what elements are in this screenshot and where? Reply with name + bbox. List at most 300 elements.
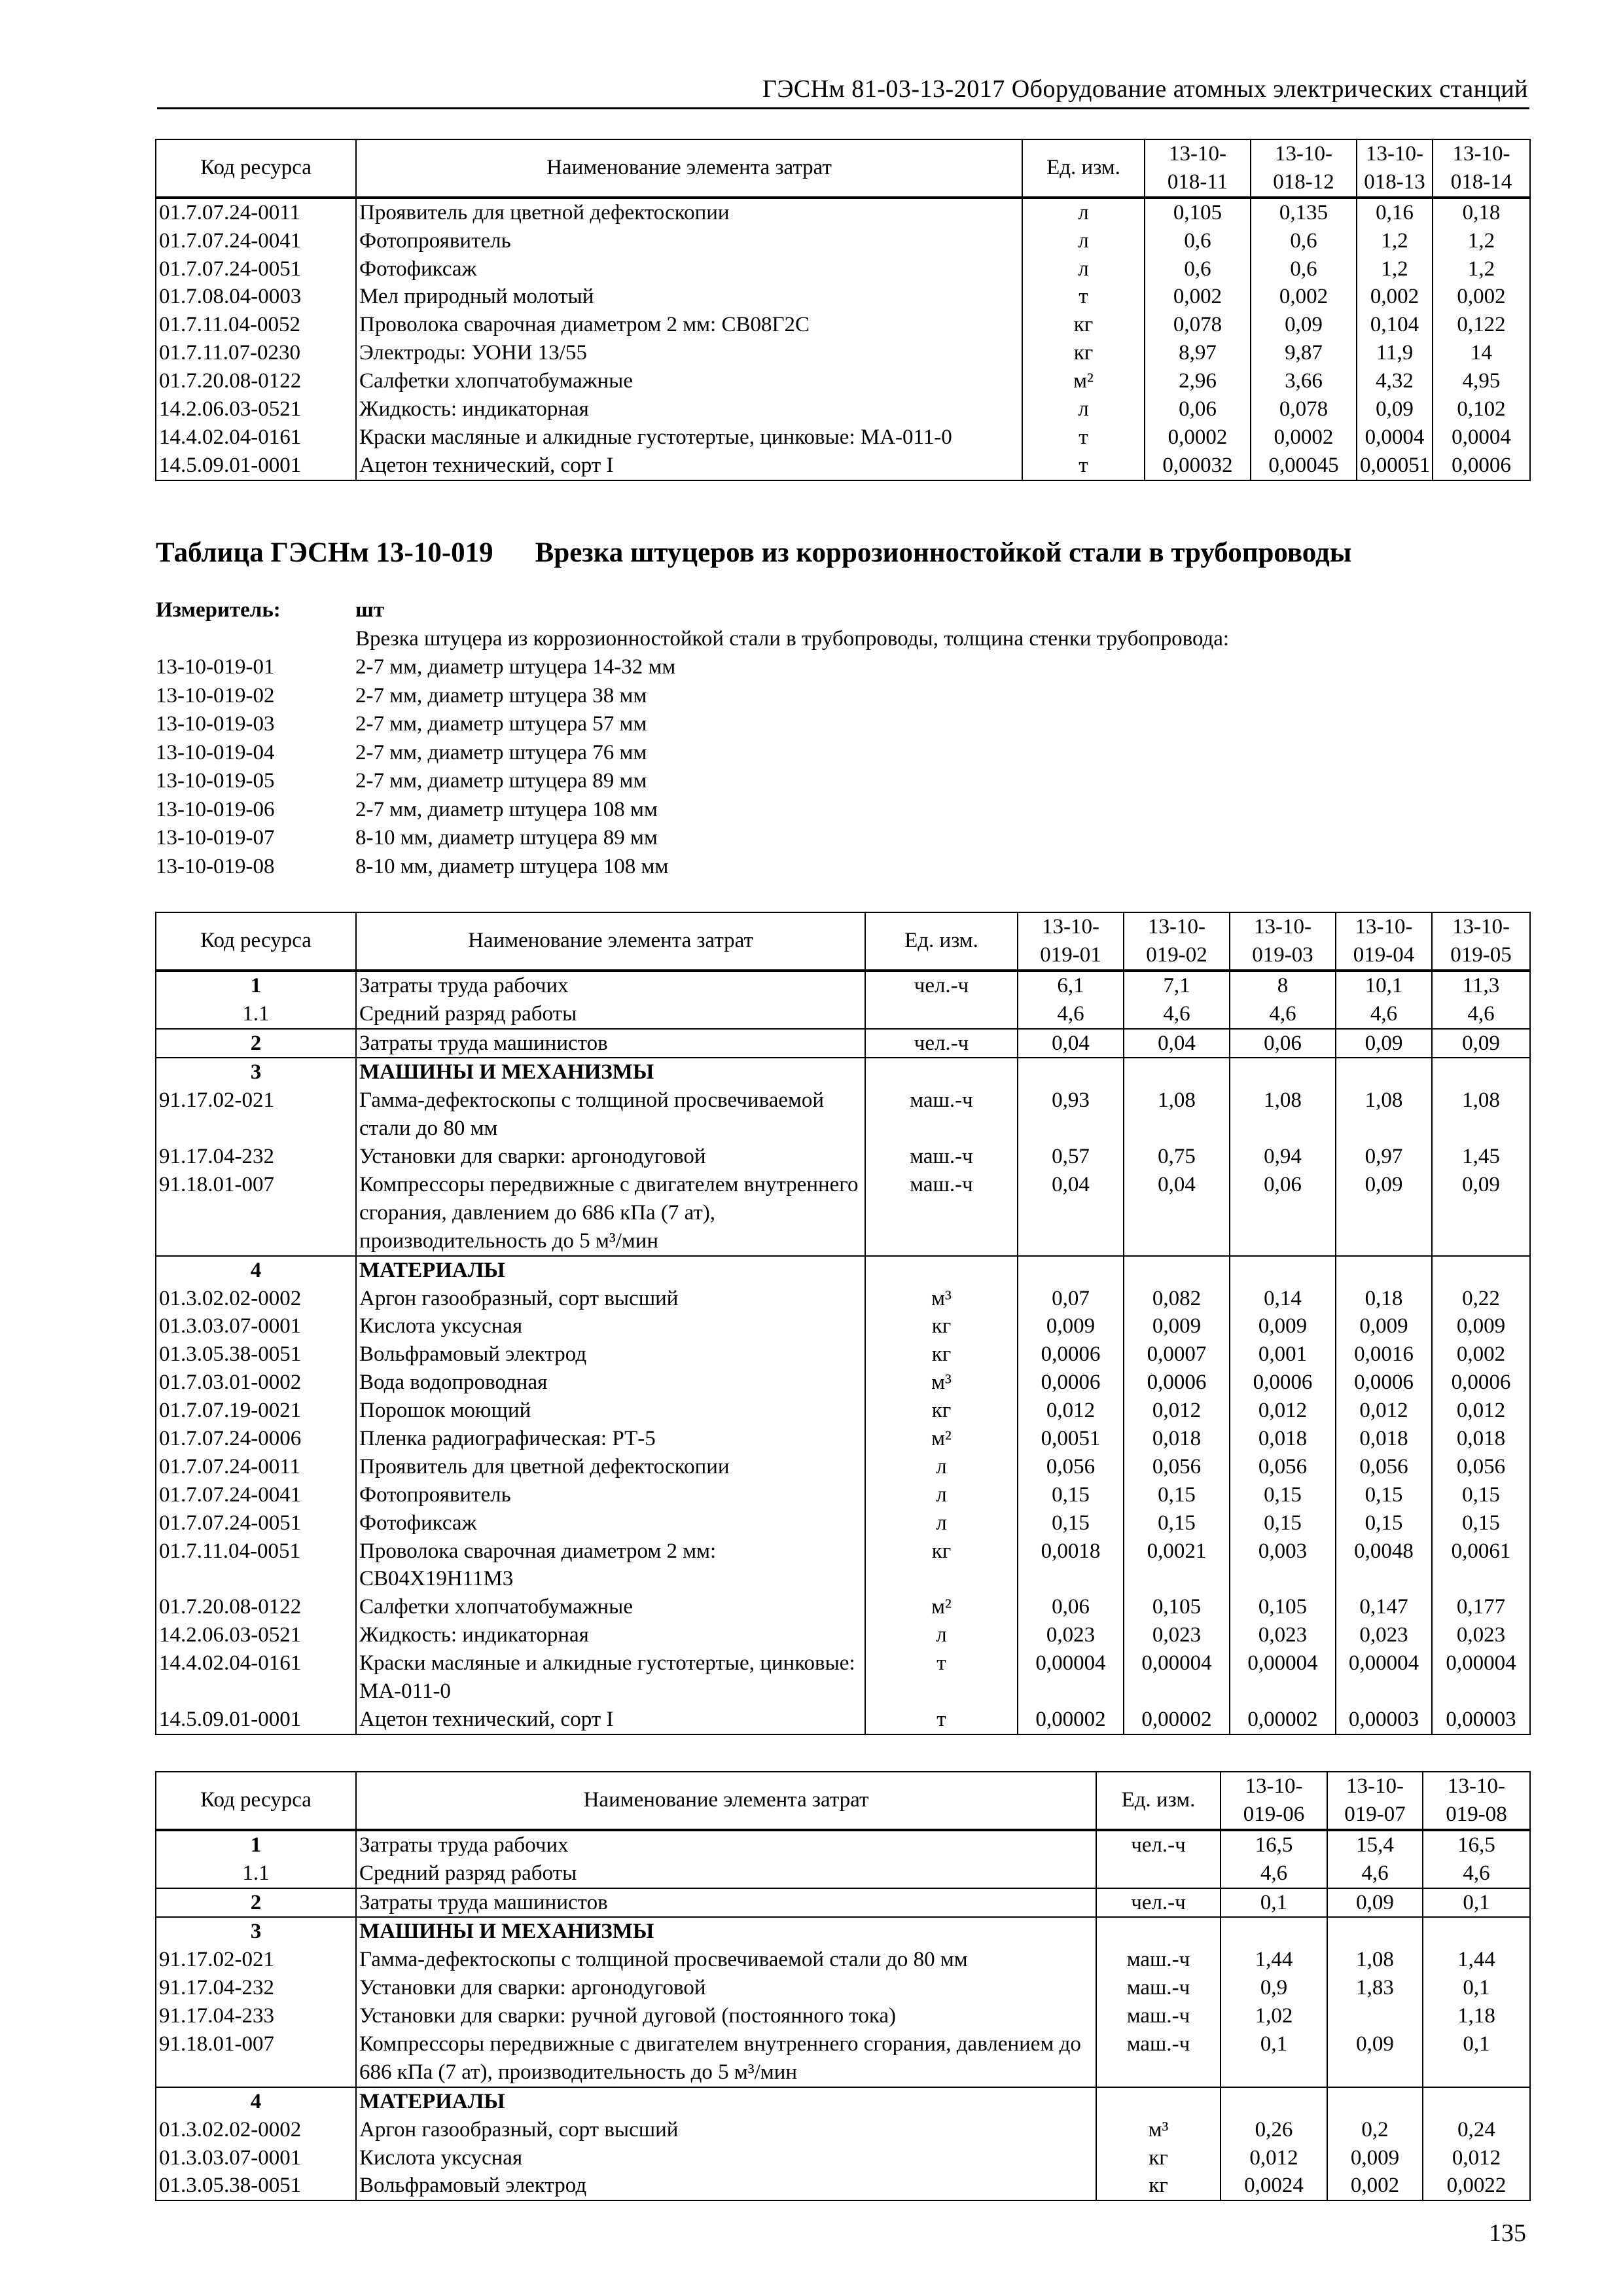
value-cell: 11,3 [1432, 971, 1530, 1000]
value-cell: 0,2 [1327, 2116, 1423, 2144]
resource-code-cell: 14.5.09.01-0001 [156, 452, 356, 480]
value-cell [1124, 1256, 1230, 1285]
resource-code-cell: 91.18.01-007 [156, 2030, 356, 2087]
value-cell: 0,00002 [1230, 1706, 1336, 1734]
resource-code-cell: 01.7.07.24-0006 [156, 1425, 356, 1453]
resource-code-cell: 91.18.01-007 [156, 1171, 356, 1256]
value-cell: 0,009 [1018, 1312, 1124, 1340]
measurer-item-description: 2-7 мм, диаметр штуцера 14-32 мм [355, 655, 676, 679]
resource-name-cell: Проявитель для цветной дефектоскопии [356, 1453, 865, 1481]
value-cell: 11,9 [1357, 339, 1433, 367]
value-cell: 0,26 [1221, 2116, 1327, 2144]
page-number: 135 [1489, 2219, 1526, 2247]
value-cell: 0,97 [1336, 1143, 1432, 1171]
resource-name-cell: Гамма-дефектоскопы с толщиной просвечиваемой стали до 80 мм [356, 1946, 1096, 1974]
value-cell: 0,00002 [1018, 1706, 1124, 1734]
value-cell: 1,18 [1423, 2002, 1530, 2030]
unit-cell: кг [865, 1397, 1018, 1425]
measurer-item-description: 2-7 мм, диаметр штуцера 108 мм [355, 797, 658, 821]
value-cell: 0,056 [1124, 1453, 1230, 1481]
value-cell: 0,06 [1145, 395, 1251, 423]
header-cell: 13-10- 019-02 [1124, 912, 1230, 971]
measurer-item-code: 13-10-019-08 [156, 854, 275, 878]
value-cell: 7,1 [1124, 971, 1230, 1000]
value-cell: 0,147 [1336, 1593, 1432, 1621]
resource-name-cell: Фотофиксаж [356, 255, 1022, 283]
value-cell: 0,0006 [1230, 1369, 1336, 1397]
resource-name-cell: Затраты труда рабочих [356, 1830, 1096, 1859]
header-cell: 13-10- 018-14 [1433, 139, 1530, 198]
value-cell: 0,00004 [1018, 1649, 1124, 1706]
value-cell: 0,056 [1018, 1453, 1124, 1481]
header-cell: Ед. изм. [1096, 1772, 1221, 1830]
unit-cell [1096, 1859, 1221, 1888]
resource-name-cell: Пленка радиографическая: РТ-5 [356, 1425, 865, 1453]
header-cell: Ед. изм. [865, 912, 1018, 971]
value-cell: 3,66 [1251, 367, 1357, 395]
value-cell [1423, 2087, 1530, 2116]
table-row [156, 1859, 1530, 1888]
unit-cell: кг [1022, 311, 1145, 339]
resource-code-cell: 1 [156, 971, 356, 1000]
unit-cell: м² [865, 1593, 1018, 1621]
value-cell: 0,0007 [1124, 1340, 1230, 1369]
value-cell: 0,1 [1221, 1888, 1327, 1918]
value-cell: 0,105 [1230, 1593, 1336, 1621]
resource-name-cell: Вольфрамовый электрод [356, 1340, 865, 1369]
table-row [156, 2087, 1530, 2116]
value-cell: 1,44 [1221, 1946, 1327, 1974]
value-cell: 0,09 [1327, 2030, 1423, 2087]
table-row [156, 2172, 1530, 2200]
measurer-item-code: 13-10-019-05 [156, 769, 275, 793]
value-cell [1327, 2087, 1423, 2116]
unit-cell: маш.-ч [1096, 1946, 1221, 1974]
resource-name-cell: Электроды: УОНИ 13/55 [356, 339, 1022, 367]
value-cell [1230, 1256, 1336, 1285]
value-cell: 4,6 [1221, 1859, 1327, 1888]
value-cell: 0,002 [1145, 283, 1251, 311]
measurer-item-description: 2-7 мм, диаметр штуцера 57 мм [355, 712, 647, 736]
resource-code-cell: 01.7.07.24-0011 [156, 198, 356, 227]
resource-name-cell: Фотопроявитель [356, 227, 1022, 255]
resource-code-cell: 01.3.05.38-0051 [156, 2172, 356, 2200]
header-cell: 13-10- 019-01 [1018, 912, 1124, 971]
header-cell: Ед. изм. [1022, 139, 1145, 198]
table-row [156, 1029, 1530, 1058]
value-cell: 0,018 [1336, 1425, 1432, 1453]
table-row [156, 227, 1530, 255]
unit-cell: маш.-ч [865, 1171, 1018, 1256]
value-cell: 1,2 [1433, 255, 1530, 283]
value-cell: 0,00003 [1336, 1706, 1432, 1734]
value-cell [1327, 2002, 1423, 2030]
resource-name-cell: Установки для сварки: аргонодуговой [356, 1143, 865, 1171]
value-cell: 0,009 [1336, 1312, 1432, 1340]
value-cell: 8 [1230, 971, 1336, 1000]
value-cell: 0,0006 [1124, 1369, 1230, 1397]
table-row [156, 1888, 1530, 1918]
resource-code-cell: 01.7.07.24-0051 [156, 255, 356, 283]
table-row [156, 311, 1530, 339]
value-cell: 0,04 [1124, 1029, 1230, 1058]
resource-code-cell: 01.3.03.07-0001 [156, 2144, 356, 2172]
header-cell: 13-10- 018-12 [1251, 139, 1357, 198]
resource-name-cell: Салфетки хлопчатобумажные [356, 367, 1022, 395]
measurer-item-description: 8-10 мм, диаметр штуцера 108 мм [355, 854, 669, 878]
unit-cell: л [1022, 395, 1145, 423]
value-cell: 0,0002 [1145, 423, 1251, 452]
value-cell: 4,6 [1230, 1000, 1336, 1029]
value-cell: 0,09 [1357, 395, 1433, 423]
value-cell: 0,0051 [1018, 1425, 1124, 1453]
header-cell: 13-10- 018-11 [1145, 139, 1251, 198]
value-cell: 0,082 [1124, 1285, 1230, 1313]
table-row [156, 1946, 1530, 1974]
value-cell: 0,15 [1336, 1481, 1432, 1509]
resource-code-cell: 01.7.07.24-0041 [156, 227, 356, 255]
value-cell: 0,009 [1124, 1312, 1230, 1340]
value-cell: 0,15 [1230, 1509, 1336, 1537]
resource-name-cell: Краски масляные и алкидные густотертые, цинковые: МА-011-0 [356, 1649, 865, 1706]
value-cell: 0,04 [1018, 1171, 1124, 1256]
resource-name-cell: Мел природный молотый [356, 283, 1022, 311]
table-header-row [156, 1772, 1530, 1830]
value-cell: 0,0004 [1357, 423, 1433, 452]
value-cell: 0,018 [1230, 1425, 1336, 1453]
resource-table-018 [155, 139, 1531, 481]
measurer-item-code: 13-10-019-06 [156, 797, 275, 821]
table-row [156, 971, 1530, 1000]
value-cell: 0,012 [1230, 1397, 1336, 1425]
resource-name-cell: Затраты труда машинистов [356, 1029, 865, 1058]
value-cell: 0,0006 [1018, 1340, 1124, 1369]
resource-name-cell: Жидкость: индикаторная [356, 395, 1022, 423]
value-cell: 0,105 [1145, 198, 1251, 227]
table-title-name: Врезка штуцеров из коррозионностойкой стали в трубопроводы [535, 537, 1352, 568]
value-cell: 0,002 [1251, 283, 1357, 311]
resource-code-cell: 14.4.02.04-0161 [156, 1649, 356, 1706]
resource-name-cell: Средний разряд работы [356, 1859, 1096, 1888]
unit-cell: маш.-ч [1096, 1974, 1221, 2002]
unit-cell: кг [1096, 2172, 1221, 2200]
unit-cell: м³ [865, 1285, 1018, 1313]
value-cell: 1,2 [1357, 227, 1433, 255]
resource-table-019-06-08 [155, 1771, 1531, 2201]
unit-cell: л [865, 1509, 1018, 1537]
value-cell: 0,003 [1230, 1537, 1336, 1594]
measurer-item-description: 2-7 мм, диаметр штуцера 38 мм [355, 683, 647, 708]
value-cell: 0,00004 [1230, 1649, 1336, 1706]
resource-name-cell: Средний разряд работы [356, 1000, 865, 1029]
value-cell: 4,6 [1327, 1859, 1423, 1888]
value-cell: 0,15 [1432, 1509, 1530, 1537]
value-cell: 0,078 [1251, 395, 1357, 423]
value-cell: 1,2 [1357, 255, 1433, 283]
header-cell: Код ресурса [156, 1772, 356, 1830]
value-cell [1018, 1058, 1124, 1086]
value-cell: 0,00045 [1251, 452, 1357, 480]
unit-cell: л [865, 1621, 1018, 1649]
table-row [156, 1649, 1530, 1706]
value-cell: 0,15 [1336, 1509, 1432, 1537]
measurer-item-description: 2-7 мм, диаметр штуцера 76 мм [355, 740, 647, 764]
header-cell: 13-10- 019-07 [1327, 1772, 1423, 1830]
value-cell: 0,012 [1432, 1397, 1530, 1425]
value-cell: 0,1 [1423, 1974, 1530, 2002]
resource-code-cell: 01.7.20.08-0122 [156, 1593, 356, 1621]
value-cell: 0,002 [1357, 283, 1433, 311]
value-cell: 10,1 [1336, 971, 1432, 1000]
value-cell: 1,08 [1124, 1086, 1230, 1143]
unit-cell: т [865, 1706, 1018, 1734]
header-cell: 13-10- 019-04 [1336, 912, 1432, 971]
value-cell: 0,009 [1327, 2144, 1423, 2172]
measurer-item-code: 13-10-019-07 [156, 826, 275, 850]
table-row [156, 1086, 1530, 1143]
resource-name-cell: Компрессоры передвижные с двигателем внутреннего сгорания, давлением до 686 кПа (7 ат), производительность до 5 м³/мин [356, 1171, 865, 1256]
resource-code-cell: 01.7.08.04-0003 [156, 283, 356, 311]
value-cell: 0,023 [1124, 1621, 1230, 1649]
value-cell: 0,09 [1336, 1171, 1432, 1256]
unit-cell: т [1022, 452, 1145, 480]
resource-name-cell: Установки для сварки: аргонодуговой [356, 1974, 1096, 2002]
table-row [156, 1537, 1530, 1594]
resource-name-cell: Проявитель для цветной дефектоскопии [356, 198, 1022, 227]
value-cell: 0,93 [1018, 1086, 1124, 1143]
value-cell: 0,009 [1230, 1312, 1336, 1340]
value-cell: 6,1 [1018, 971, 1124, 1000]
table-row [156, 1312, 1530, 1340]
value-cell: 0,6 [1145, 227, 1251, 255]
value-cell: 4,6 [1336, 1000, 1432, 1029]
unit-cell [1096, 1917, 1221, 1946]
value-cell: 1,83 [1327, 1974, 1423, 2002]
value-cell: 0,57 [1018, 1143, 1124, 1171]
resource-name-cell: МАТЕРИАЛЫ [356, 2087, 1096, 2116]
value-cell: 0,07 [1018, 1285, 1124, 1313]
value-cell [1423, 1917, 1530, 1946]
unit-cell [1096, 2087, 1221, 2116]
value-cell: 0,15 [1018, 1509, 1124, 1537]
table-row [156, 2116, 1530, 2144]
resource-name-cell: МАШИНЫ И МЕХАНИЗМЫ [356, 1058, 865, 1086]
measurer-item-code: 13-10-019-01 [156, 655, 275, 679]
value-cell: 0,0006 [1433, 452, 1530, 480]
resource-code-cell: 91.17.02-021 [156, 1086, 356, 1143]
value-cell: 0,0004 [1433, 423, 1530, 452]
resource-name-cell: Краски масляные и алкидные густотертые, цинковые: МА-011-0 [356, 423, 1022, 452]
value-cell: 0,24 [1423, 2116, 1530, 2144]
value-cell [1432, 1058, 1530, 1086]
unit-cell: кг [1096, 2144, 1221, 2172]
unit-cell: т [1022, 423, 1145, 452]
resource-code-cell: 01.3.05.38-0051 [156, 1340, 356, 1369]
value-cell: 1,44 [1423, 1946, 1530, 1974]
resource-name-cell: Ацетон технический, сорт I [356, 1706, 865, 1734]
resource-code-cell: 14.4.02.04-0161 [156, 423, 356, 452]
resource-name-cell: Фотопроявитель [356, 1481, 865, 1509]
unit-cell: кг [1022, 339, 1145, 367]
table-row [156, 283, 1530, 311]
table-row [156, 1917, 1530, 1946]
resource-name-cell: Ацетон технический, сорт I [356, 452, 1022, 480]
unit-cell: м³ [1096, 2116, 1221, 2144]
value-cell: 0,6 [1251, 255, 1357, 283]
table-row [156, 1340, 1530, 1369]
value-cell: 0,0048 [1336, 1537, 1432, 1594]
value-cell: 0,15 [1124, 1509, 1230, 1537]
measurer-label: Измеритель: [156, 598, 281, 622]
unit-cell: кг [865, 1537, 1018, 1594]
value-cell: 0,023 [1230, 1621, 1336, 1649]
measurer-item-code: 13-10-019-02 [156, 683, 275, 708]
table-row [156, 1369, 1530, 1397]
value-cell: 0,16 [1357, 198, 1433, 227]
table-row [156, 1397, 1530, 1425]
value-cell: 0,0024 [1221, 2172, 1327, 2200]
table-header-row [156, 139, 1530, 198]
value-cell: 0,012 [1423, 2144, 1530, 2172]
table-row [156, 1593, 1530, 1621]
header-cell: Наименование элемента затрат [356, 139, 1022, 198]
unit-cell [865, 1000, 1018, 1029]
value-cell: 1,08 [1230, 1086, 1336, 1143]
unit-cell: л [1022, 227, 1145, 255]
table-row [156, 1000, 1530, 1029]
table-row [156, 1453, 1530, 1481]
value-cell: 0,056 [1336, 1453, 1432, 1481]
table-row [156, 1285, 1530, 1313]
unit-cell: чел.-ч [1096, 1888, 1221, 1918]
value-cell: 0,04 [1124, 1171, 1230, 1256]
value-cell: 0,0006 [1432, 1369, 1530, 1397]
value-cell: 4,6 [1423, 1859, 1530, 1888]
value-cell: 0,6 [1251, 227, 1357, 255]
value-cell [1327, 1917, 1423, 1946]
measurer-item-description: 2-7 мм, диаметр штуцера 89 мм [355, 769, 647, 793]
value-cell: 0,012 [1221, 2144, 1327, 2172]
value-cell: 0,002 [1433, 283, 1530, 311]
unit-cell: т [865, 1649, 1018, 1706]
value-cell: 0,00004 [1432, 1649, 1530, 1706]
table-row [156, 395, 1530, 423]
resource-code-cell: 14.2.06.03-0521 [156, 1621, 356, 1649]
resource-name-cell: Фотофиксаж [356, 1509, 865, 1537]
table-row [156, 1481, 1530, 1509]
resource-code-cell: 01.7.07.24-0041 [156, 1481, 356, 1509]
resource-code-cell: 01.7.07.24-0051 [156, 1509, 356, 1537]
resource-name-cell: Вода водопроводная [356, 1369, 865, 1397]
resource-code-cell: 01.3.02.02-0002 [156, 2116, 356, 2144]
table-title-code: Таблица ГЭСНм 13-10-019 [156, 537, 493, 568]
measurer-unit: шт [355, 598, 385, 622]
value-cell: 0,023 [1432, 1621, 1530, 1649]
value-cell: 0,18 [1336, 1285, 1432, 1313]
measurer-item-description: 8-10 мм, диаметр штуцера 89 мм [355, 826, 658, 850]
value-cell: 0,18 [1433, 198, 1530, 227]
resource-name-cell: Вольфрамовый электрод [356, 2172, 1096, 2200]
value-cell: 0,6 [1145, 255, 1251, 283]
resource-name-cell: МАШИНЫ И МЕХАНИЗМЫ [356, 1917, 1096, 1946]
resource-name-cell: Кислота уксусная [356, 2144, 1096, 2172]
value-cell: 0,012 [1018, 1397, 1124, 1425]
running-header: ГЭСНм 81-03-13-2017 Оборудование атомных электрических станций [762, 75, 1528, 103]
value-cell: 0,00004 [1336, 1649, 1432, 1706]
header-cell: 13-10- 019-06 [1221, 1772, 1327, 1830]
resource-code-cell: 01.3.03.07-0001 [156, 1312, 356, 1340]
table-row [156, 1830, 1530, 1859]
value-cell: 0,9 [1221, 1974, 1327, 2002]
table-row [156, 423, 1530, 452]
header-cell: Код ресурса [156, 912, 356, 971]
value-cell: 0,0016 [1336, 1340, 1432, 1369]
resource-code-cell: 1.1 [156, 1000, 356, 1029]
header-cell: 13-10- 019-08 [1423, 1772, 1530, 1830]
unit-cell: м² [1022, 367, 1145, 395]
measurer-item-code: 13-10-019-04 [156, 740, 275, 764]
value-cell: 0,00051 [1357, 452, 1433, 480]
unit-cell: л [1022, 198, 1145, 227]
resource-table-019-01-05 [155, 912, 1531, 1735]
value-cell: 0,15 [1230, 1481, 1336, 1509]
value-cell: 0,102 [1433, 395, 1530, 423]
resource-code-cell: 91.17.04-232 [156, 1143, 356, 1171]
resource-code-cell: 01.7.11.04-0051 [156, 1537, 356, 1594]
table-row [156, 1621, 1530, 1649]
value-cell: 0,009 [1432, 1312, 1530, 1340]
table-row [156, 2030, 1530, 2087]
unit-cell: чел.-ч [1096, 1830, 1221, 1859]
value-cell: 0,0061 [1432, 1537, 1530, 1594]
resource-code-cell: 14.5.09.01-0001 [156, 1706, 356, 1734]
value-cell: 0,06 [1230, 1171, 1336, 1256]
resource-code-cell: 91.17.04-233 [156, 2002, 356, 2030]
value-cell: 0,0021 [1124, 1537, 1230, 1594]
table-row [156, 452, 1530, 480]
value-cell: 0,09 [1432, 1029, 1530, 1058]
unit-cell: маш.-ч [1096, 2030, 1221, 2087]
unit-cell: м² [865, 1425, 1018, 1453]
header-cell: Наименование элемента затрат [356, 912, 865, 971]
unit-cell: маш.-ч [1096, 2002, 1221, 2030]
value-cell: 0,94 [1230, 1143, 1336, 1171]
resource-name-cell: Кислота уксусная [356, 1312, 865, 1340]
value-cell: 16,5 [1423, 1830, 1530, 1859]
value-cell: 0,75 [1124, 1143, 1230, 1171]
value-cell: 4,32 [1357, 367, 1433, 395]
measurer-description: Врезка штуцера из коррозионностойкой стали в трубопроводы, толщина стенки трубопровода: [355, 626, 1230, 651]
unit-cell: чел.-ч [865, 1029, 1018, 1058]
resource-code-cell: 4 [156, 1256, 356, 1285]
resource-name-cell: Аргон газообразный, сорт высший [356, 1285, 865, 1313]
table-row [156, 339, 1530, 367]
resource-code-cell: 4 [156, 2087, 356, 2116]
unit-cell: маш.-ч [865, 1143, 1018, 1171]
unit-cell: чел.-ч [865, 971, 1018, 1000]
value-cell: 0,012 [1336, 1397, 1432, 1425]
value-cell: 0,00032 [1145, 452, 1251, 480]
table-row [156, 2002, 1530, 2030]
value-cell: 0,00002 [1124, 1706, 1230, 1734]
unit-cell: л [865, 1453, 1018, 1481]
header-cell: 13-10- 019-03 [1230, 912, 1336, 971]
unit-cell: маш.-ч [865, 1086, 1018, 1143]
table-row [156, 1058, 1530, 1086]
value-cell: 0,09 [1251, 311, 1357, 339]
header-cell: 13-10- 019-05 [1432, 912, 1530, 971]
value-cell: 0,002 [1432, 1340, 1530, 1369]
